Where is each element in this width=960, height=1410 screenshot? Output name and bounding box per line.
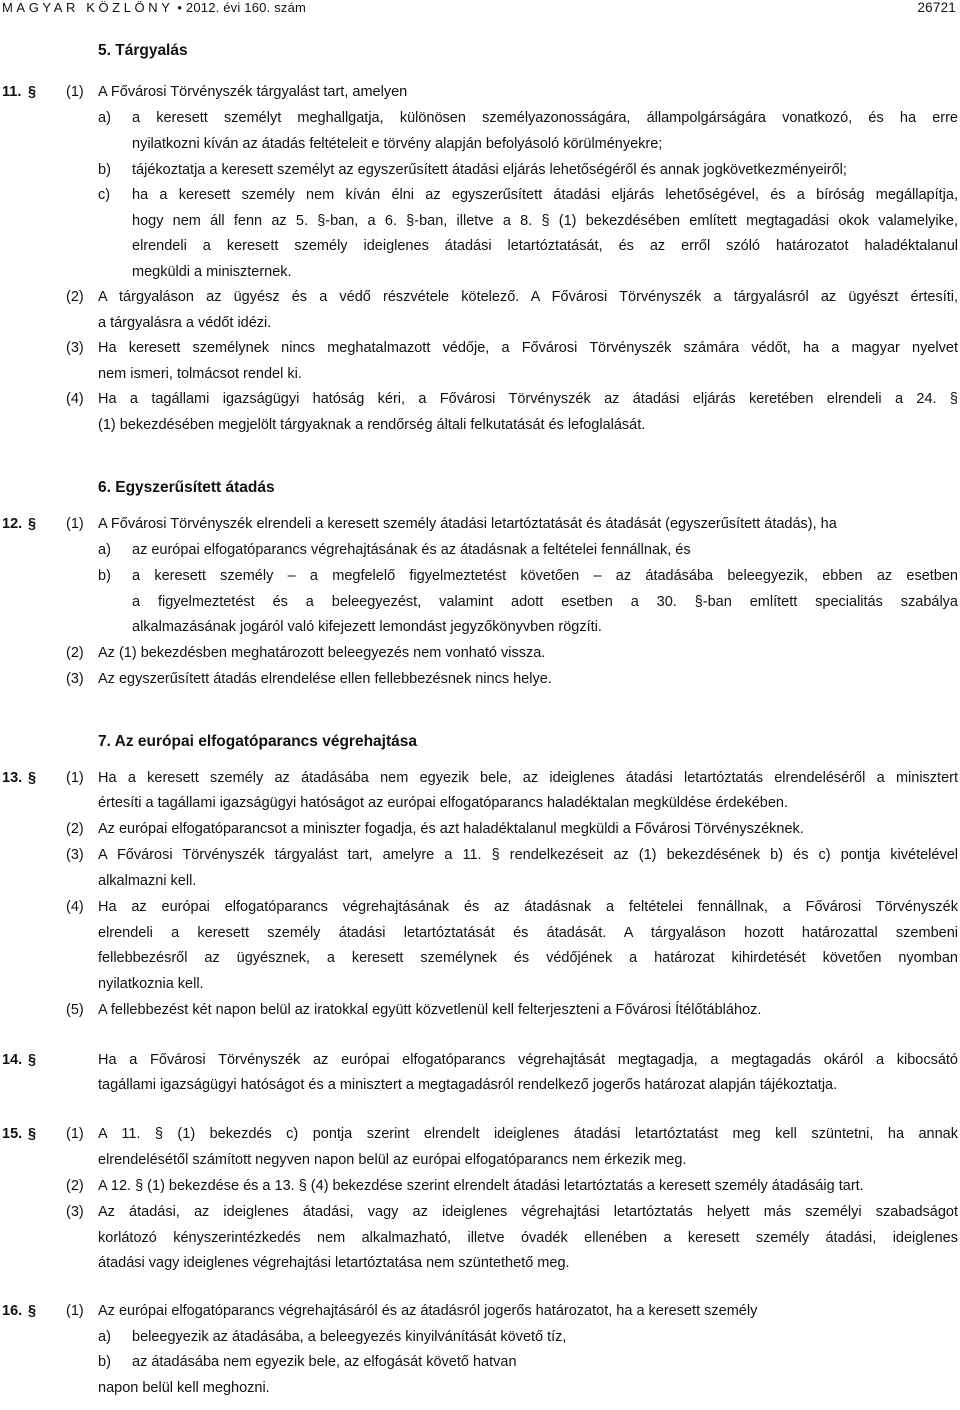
text-line xyxy=(0,209,960,233)
text-line xyxy=(0,1200,960,1224)
line-text: Az (1) bekezdésben meghatározott beleegyezés nem vonható vissza. xyxy=(98,645,546,661)
line-text: értesíti a tagállami igazságügyi hatóságot az európai elfogatóparancs haladéktalan megküldése érdekében. xyxy=(98,795,789,811)
line-text: Az európai elfogatóparancsot a miniszter fogadja, és azt haladéktalanul megküldi a Fővárosi Törvényszéknek. xyxy=(98,821,804,837)
text-line xyxy=(0,667,960,691)
line-text: Ha a keresett személy az átadásába nem egyezik bele, az ideiglenes átadási letartóztatás elrendeléséről a minisztert xyxy=(98,770,958,786)
line-text: Ha az európai elfogatóparancs végrehajtásának és az átadásnak a feltételei fennállnak, a Fővárosi Törvényszék xyxy=(98,899,958,915)
line-text: Ha a tagállami igazságügyi hatóság kéri, a Fővárosi Törvényszék az átadási eljárás keretében elrendeli a 24. § xyxy=(98,391,958,407)
line-text: az átadásába nem egyezik bele, az elfogását követő hatvan xyxy=(132,1354,517,1370)
line-text: Ha a Fővárosi Törvényszék az európai elfogatóparancs végrehajtását megtagadja, a megtagadás okáról a kibocsátó xyxy=(98,1052,958,1068)
text-line xyxy=(0,843,960,867)
text-line xyxy=(0,1299,960,1323)
item-label: a) xyxy=(98,1329,111,1345)
text-line xyxy=(0,869,960,893)
line-text: hogy nem áll fenn az 5. §-ban, a 6. §-ban, illetve a 8. § (1) bekezdésében említett megtagadási okok valamelyike, xyxy=(132,213,958,229)
section-symbol: § xyxy=(28,1126,37,1142)
line-text: nem ismeri, tolmácsot rendel ki. xyxy=(98,366,302,382)
line-text: nyilatkoznia kell. xyxy=(98,976,204,992)
section-number: 11. xyxy=(2,84,22,100)
line-text: A tárgyaláson az ügyész és a védő részvétele kötelező. A Fővárosi Törvényszék a tárgyalásról az ügyészt értesíti, xyxy=(98,289,958,305)
text-line xyxy=(0,311,960,335)
text-line xyxy=(0,564,960,588)
line-text: Az átadási, az ideiglenes átadási, vagy az ideiglenes végrehajtási letartóztatás helyett más személyi szabadságot xyxy=(98,1204,958,1220)
text-line xyxy=(0,1148,960,1172)
text-line xyxy=(0,183,960,207)
text-line xyxy=(0,972,960,996)
paragraph-number: (2) xyxy=(66,1178,84,1194)
paragraph-number: (3) xyxy=(66,1204,84,1220)
line-text: elrendelésétől számított negyven napon belül az európai elfogatóparancs nem érkezik meg. xyxy=(98,1152,687,1168)
paragraph-number: (2) xyxy=(66,289,84,305)
item-label: a) xyxy=(98,542,111,558)
text-line xyxy=(0,512,960,536)
item-label: a) xyxy=(98,110,111,126)
line-text: az európai elfogatóparancs végrehajtásának és az átadásnak a feltételei fennállnak, és xyxy=(132,542,691,558)
paragraph-number: (2) xyxy=(66,645,84,661)
line-text: elrendeli a keresett személy ideiglenes átadási letartóztatását, és az erről szóló határozatot haladéktalanul xyxy=(132,238,958,254)
text-line xyxy=(0,1174,960,1198)
line-text: fellebbezésről az ügyésznek, a keresett személynek és védőjének a határozat kihirdetését követően nyomban xyxy=(98,950,958,966)
text-line xyxy=(0,132,960,156)
line-text: a keresett személy – a megfelelő figyelmeztetést követően – az átadásába beleegyezik, ebben az esetben xyxy=(132,568,958,584)
section-symbol: § xyxy=(28,1052,37,1068)
header-left xyxy=(2,0,306,15)
line-text: A Fővárosi Törvényszék tárgyalást tart, amelyre a 11. § rendelkezéseit az (1) bekezdésének b) és c) pontja kivételével xyxy=(98,847,958,863)
line-text: alkalmazni kell. xyxy=(98,873,197,889)
line-text: alkalmazásának jogáról való kifejezett lemondást jegyzőkönyvben rögzíti. xyxy=(132,619,602,635)
line-text: elrendeli a keresett személy átadási letartóztatását és átadását. A tárgyaláson hozott határozattal szembeni xyxy=(98,925,958,941)
item-label: b) xyxy=(98,568,111,584)
text-line xyxy=(0,260,960,284)
text-line xyxy=(0,998,960,1022)
text-line xyxy=(0,921,960,945)
text-line xyxy=(0,387,960,411)
line-text: megküldi a miniszternek. xyxy=(132,264,292,280)
issue-label: 2012. évi 160. szám xyxy=(185,0,307,15)
paragraph-number: (3) xyxy=(66,340,84,356)
paragraph-number: (1) xyxy=(66,84,84,100)
section-number: 15. xyxy=(2,1126,23,1142)
text-line xyxy=(0,1376,960,1400)
line-text: napon belül kell meghozni. xyxy=(98,1380,270,1396)
section-symbol: § xyxy=(28,1303,37,1319)
paragraph-number: (4) xyxy=(66,899,84,915)
line-text: A 12. § (1) bekezdése és a 13. § (4) bekezdése szerint elrendelt átadási letartóztatás a keresett személy átadásáig tart. xyxy=(98,1178,864,1194)
text-line xyxy=(0,791,960,815)
text-line xyxy=(0,641,960,665)
text-line xyxy=(0,895,960,919)
text-line xyxy=(0,766,960,790)
item-label: c) xyxy=(98,187,111,203)
line-text: átadási vagy ideiglenes végrehajtási letartóztatása nem szüntethető meg. xyxy=(98,1255,570,1271)
text-line xyxy=(0,1122,960,1146)
paragraph-number: (1) xyxy=(66,770,84,786)
section-symbol: § xyxy=(28,516,37,532)
line-text: ha a keresett személy nem kíván élni az egyszerűsített átadási eljárás lehetőségével, és a bíróság megállapítja, xyxy=(132,187,958,203)
line-text: A 11. § (1) bekezdés c) pontja szerint elrendelt ideiglenes átadási letartóztatást meg kell szüntetni, ha annak xyxy=(98,1126,958,1142)
text-line xyxy=(0,1251,960,1275)
text-line xyxy=(0,158,960,182)
line-text: a keresett személyt meghallgatja, különösen személyazonosságára, állampolgárságára vonatkozó, és ha erre xyxy=(132,110,958,126)
paragraph-number: (3) xyxy=(66,671,84,687)
line-text: Az európai elfogatóparancs végrehajtásáról és az átadásról jogerős határozatot, ha a keresett személy xyxy=(98,1303,758,1319)
page-header xyxy=(0,0,960,18)
item-label: b) xyxy=(98,162,111,178)
text-line xyxy=(0,1073,960,1097)
journal-title: MAGYAR KÖZLÖNY xyxy=(2,0,174,15)
section-number: 12. xyxy=(2,516,23,532)
paragraph-number: (5) xyxy=(66,1002,84,1018)
section-heading: 6. Egyszerűsített átadás xyxy=(98,479,275,496)
text-line xyxy=(0,413,960,437)
paragraph-number: (1) xyxy=(66,1303,84,1319)
section-number: 16. xyxy=(2,1303,23,1319)
text-line xyxy=(0,946,960,970)
text-line xyxy=(0,615,960,639)
section-heading: 7. Az európai elfogatóparancs végrehajtása xyxy=(98,733,418,750)
text-line xyxy=(0,80,960,104)
text-line xyxy=(0,1325,960,1349)
line-text: nyilatkozni kíván az átadás feltételeit e törvény alapján befolyásoló körülményekre; xyxy=(132,136,663,152)
section-number: 14. xyxy=(2,1052,23,1068)
line-text: a figyelmeztetést és a beleegyezést, valamint adott esetben a 30. §-ban említett specialitás szabálya xyxy=(132,594,958,610)
line-text: A fellebbezést két napon belül az iratokkal együtt közvetlenül kell felterjeszteni a Fővárosi Ítélőtáblához. xyxy=(98,1002,762,1018)
text-line xyxy=(0,234,960,258)
text-line xyxy=(0,538,960,562)
section-symbol: § xyxy=(28,770,37,786)
text-line xyxy=(0,590,960,614)
line-text: beleegyezik az átadásába, a beleegyezés kinyilvánítását követő tíz, xyxy=(132,1329,567,1345)
paragraph-number: (2) xyxy=(66,821,84,837)
line-text: tagállami igazságügyi hatóságot és a minisztert a megtagadásról rendelkező jogerős határozat alapján tájékoztatja. xyxy=(98,1077,838,1093)
line-text: A Fővárosi Törvényszék tárgyalást tart, amelyen xyxy=(98,84,408,100)
paragraph-number: (1) xyxy=(66,1126,84,1142)
section-heading: 5. Tárgyalás xyxy=(98,42,188,59)
text-line xyxy=(0,1048,960,1072)
line-text: Az egyszerűsített átadás elrendelése ellen fellebbezésnek nincs helye. xyxy=(98,671,552,687)
line-text: tájékoztatja a keresett személyt az egyszerűsített átadási eljárás lehetőségéről és annak jogkövetkezményeiről; xyxy=(132,162,847,178)
text-line xyxy=(0,106,960,130)
line-text: (1) bekezdésében megjelölt tárgyaknak a rendőrség általi felkutatását és lefoglalását. xyxy=(98,417,646,433)
paragraph-number: (1) xyxy=(66,516,84,532)
line-text: Ha keresett személynek nincs meghatalmazott védője, a Fővárosi Törvényszék számára védőt, ha a magyar nyelvet xyxy=(98,340,958,356)
page-number: 26721 xyxy=(917,0,956,15)
text-line xyxy=(0,336,960,360)
paragraph-number: (3) xyxy=(66,847,84,863)
line-text: a tárgyalásra a védőt idézi. xyxy=(98,315,272,331)
text-line xyxy=(0,285,960,309)
text-line xyxy=(0,1226,960,1250)
text-line xyxy=(0,362,960,386)
section-symbol: § xyxy=(28,84,37,100)
bullet-separator: • xyxy=(177,0,183,15)
item-label: b) xyxy=(98,1354,111,1370)
text-line xyxy=(0,1350,960,1374)
section-number: 13. xyxy=(2,770,23,786)
text-line xyxy=(0,817,960,841)
line-text: A Fővárosi Törvényszék elrendeli a keresett személy átadási letartóztatását és átadását (egyszerűsített átadás), ha xyxy=(98,516,837,532)
paragraph-number: (4) xyxy=(66,391,84,407)
line-text: korlátozó kényszerintézkedés nem alkalmazható, illetve óvadék ellenében a keresett személy átadási, ideiglenes xyxy=(98,1230,958,1246)
